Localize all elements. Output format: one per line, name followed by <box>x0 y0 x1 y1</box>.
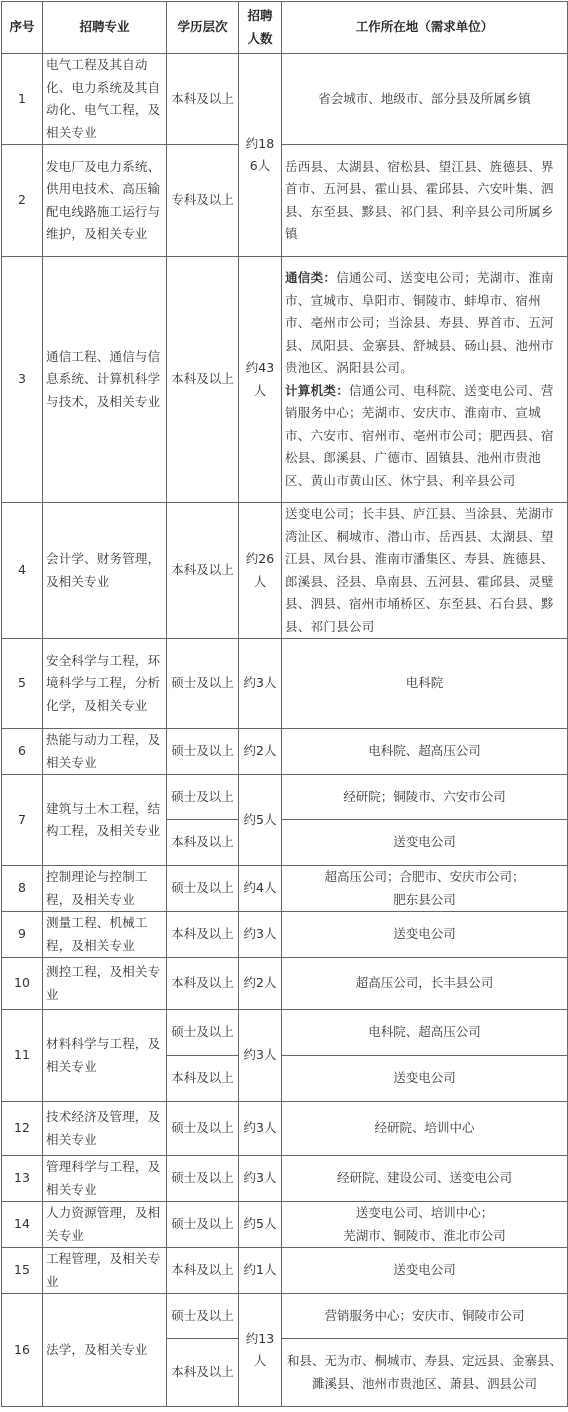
row-location: 送变电公司；长丰县、庐江县、当涂县、芜湖市湾沚区、桐城市、潜山市、岳西县、太湖县、望江县、凤台县、淮南市潘集区、寿县、旌德县、郎溪县、泾县、阜南县、五河县、霍邱县、灵璧县、泗县、宿州市埇桥区、东至县、石台县、黟县、祁门县公司 <box>282 503 568 639</box>
row-location: 电科院、超高压公司 <box>282 729 568 775</box>
row-major: 法学，及相关专业 <box>43 1294 167 1407</box>
table-row <box>2 257 568 503</box>
row-major: 通信工程、通信与信息系统、计算机科学与技术，及相关专业 <box>43 257 167 503</box>
location-line: 肥东县公司 <box>393 891 456 907</box>
row-num: 13 <box>2 1156 43 1202</box>
row-num: 14 <box>2 1202 43 1248</box>
table-row <box>2 1248 568 1294</box>
header-major: 招聘专业 <box>43 2 167 54</box>
row-location: 送变电公司 <box>282 1248 568 1294</box>
table-row <box>2 775 568 820</box>
row-num: 8 <box>2 866 43 912</box>
row-num: 5 <box>2 639 43 729</box>
table-row <box>2 729 568 775</box>
row-edu: 本科及以上 <box>167 1056 239 1102</box>
row-edu: 本科及以上 <box>167 503 239 639</box>
category-label: 计算机类： <box>285 382 350 398</box>
row-major: 安全科学与工程，环境科学与工程，分析化学，及相关专业 <box>43 639 167 729</box>
header-count: 招聘人数 <box>239 2 282 54</box>
header-edu: 学历层次 <box>167 2 239 54</box>
row-edu: 专科及以上 <box>167 145 239 257</box>
row-count: 约3人 <box>239 912 282 958</box>
row-count: 约5人 <box>239 1202 282 1248</box>
row-edu: 本科及以上 <box>167 1339 239 1407</box>
row-count: 约3人 <box>239 1156 282 1202</box>
row-location: 岳西县、太湖县、宿松县、望江县、旌德县、界首市、五河县、霍山县、霍邱县、六安叶集、泗县、东至县、黟县、祁门县、利辛县公司所属乡镇 <box>282 145 568 257</box>
row-location: 超高压公司，长丰县公司 <box>282 958 568 1010</box>
location-line: 送变电公司、培训中心； <box>355 1205 494 1220</box>
row-num: 4 <box>2 503 43 639</box>
row-edu: 硕士及以上 <box>167 1102 239 1156</box>
row-location: 经研院、建设公司、送变电公司 <box>282 1156 568 1202</box>
row-edu: 硕士及以上 <box>167 1294 239 1339</box>
row-num: 16 <box>2 1294 43 1407</box>
row-major: 管理科学与工程，及相关专业 <box>43 1156 167 1202</box>
row-num: 11 <box>2 1010 43 1102</box>
row-num: 7 <box>2 775 43 866</box>
location-line: 超高压公司；合肥市、安庆市公司； <box>324 869 525 884</box>
row-location: 和县、无为市、桐城市、寿县、定远县、金寨县、濉溪县、池州市贵池区、萧县、泗县公司 <box>282 1339 568 1407</box>
row-major: 发电厂及电力系统、供用电技术、高压输配电线路施工运行与维护，及相关专业 <box>43 145 167 257</box>
row-edu: 硕士及以上 <box>167 866 239 912</box>
table-row <box>2 145 568 257</box>
row-major: 技术经济及管理，及相关专业 <box>43 1102 167 1156</box>
row-major: 人力资源管理，及相关专业 <box>43 1202 167 1248</box>
row-edu: 硕士及以上 <box>167 639 239 729</box>
row-edu: 本科及以上 <box>167 820 239 866</box>
table-row <box>2 54 568 145</box>
row-edu: 硕士及以上 <box>167 1202 239 1248</box>
table-row <box>2 503 568 639</box>
row-count: 约43人 <box>239 257 282 503</box>
row-edu: 本科及以上 <box>167 912 239 958</box>
row-count: 约186人 <box>239 54 282 257</box>
row-location: 电科院 <box>282 639 568 729</box>
table-row <box>2 866 568 912</box>
recruitment-table <box>1 1 568 1407</box>
row-location: 送变电公司 <box>282 1056 568 1102</box>
row-edu: 硕士及以上 <box>167 1156 239 1202</box>
row-num: 1 <box>2 54 43 145</box>
row-major: 控制理论与控制工程，及相关专业 <box>43 866 167 912</box>
row-location: 送变电公司 <box>282 912 568 958</box>
table-row <box>2 1156 568 1202</box>
row-count: 约1人 <box>239 1248 282 1294</box>
row-num: 9 <box>2 912 43 958</box>
location-line: 芜湖市、铜陵市、淮北市公司 <box>343 1227 506 1243</box>
row-location: 经研院；铜陵市、六安市公司 <box>282 775 568 820</box>
row-num: 2 <box>2 145 43 257</box>
row-location <box>282 257 568 503</box>
row-num: 15 <box>2 1248 43 1294</box>
row-edu: 硕士及以上 <box>167 775 239 820</box>
row-location <box>282 866 568 912</box>
row-num: 10 <box>2 958 43 1010</box>
row-count: 约13人 <box>239 1294 282 1407</box>
category-text: 信通公司、送变电公司；芜湖市、淮南市、宣城市、阜阳市、铜陵市、蚌埠市、宿州市、亳州市公司；当涂县、寿县、界首市、五河县、凤阳县、金寨县、舒城县、砀山县、池州市贵池区、涡阳县公司。 <box>285 270 554 375</box>
row-count: 约3人 <box>239 1102 282 1156</box>
row-edu: 本科及以上 <box>167 257 239 503</box>
row-edu: 硕士及以上 <box>167 729 239 775</box>
table-row <box>2 1202 568 1248</box>
header-num: 序号 <box>2 2 43 54</box>
table-row <box>2 912 568 958</box>
category-label: 通信类： <box>285 270 337 285</box>
row-edu: 本科及以上 <box>167 54 239 145</box>
row-num: 12 <box>2 1102 43 1156</box>
row-location: 营销服务中心；安庆市、铜陵市公司 <box>282 1294 568 1339</box>
row-num: 6 <box>2 729 43 775</box>
row-count: 约26人 <box>239 503 282 639</box>
row-major: 电气工程及其自动化、电力系统及其自动化、电气工程，及相关专业 <box>43 54 167 145</box>
row-major: 工程管理，及相关专业 <box>43 1248 167 1294</box>
row-location: 送变电公司 <box>282 820 568 866</box>
row-count: 约3人 <box>239 1010 282 1102</box>
table-row <box>2 1294 568 1339</box>
row-edu: 硕士及以上 <box>167 1010 239 1056</box>
row-count: 约2人 <box>239 958 282 1010</box>
row-major: 建筑与土木工程，结构工程，及相关专业 <box>43 775 167 866</box>
table-row <box>2 639 568 729</box>
header-location: 工作所在地（需求单位） <box>282 2 568 54</box>
table-row <box>2 1010 568 1056</box>
row-major: 测控工程，及相关专业 <box>43 958 167 1010</box>
row-edu: 本科及以上 <box>167 958 239 1010</box>
row-count: 约4人 <box>239 866 282 912</box>
row-count: 约2人 <box>239 729 282 775</box>
row-num: 3 <box>2 257 43 503</box>
category-text: 信通公司、电科院、送变电公司、营销服务中心；芜湖市、安庆市、淮南市、宣城市、六安市、宿州市、亳州市公司；肥西县、宿松县、郎溪县、广德市、固镇县、池州市贵池区、黄山市黄山区、休宁县、利辛县公司 <box>285 382 554 488</box>
row-location <box>282 1202 568 1248</box>
row-major: 测量工程、机械工程，及相关专业 <box>43 912 167 958</box>
row-major: 热能与动力工程，及相关专业 <box>43 729 167 775</box>
row-major: 会计学、财务管理，及相关专业 <box>43 503 167 639</box>
row-location: 电科院、超高压公司 <box>282 1010 568 1056</box>
table-row <box>2 958 568 1010</box>
row-major: 材料科学与工程，及相关专业 <box>43 1010 167 1102</box>
row-edu: 本科及以上 <box>167 1248 239 1294</box>
row-count: 约5人 <box>239 775 282 866</box>
row-location: 经研院、培训中心 <box>282 1102 568 1156</box>
row-location: 省会城市、地级市、部分县及所属乡镇 <box>282 54 568 145</box>
row-count: 约3人 <box>239 639 282 729</box>
table-header-row <box>2 2 568 54</box>
table-row <box>2 1102 568 1156</box>
